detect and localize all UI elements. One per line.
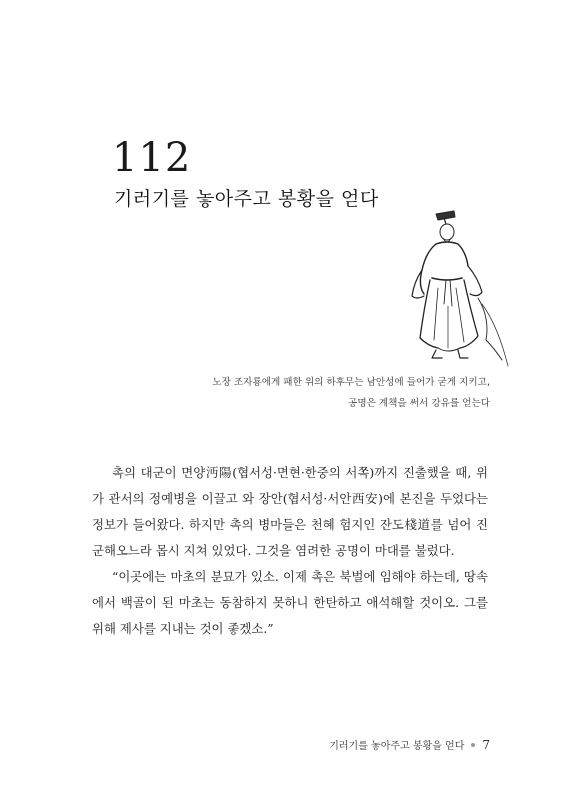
body-text — [92, 460, 488, 642]
chapter-title: 기러기를 놓아주고 봉황을 얻다 — [114, 188, 379, 210]
caption-line-2: 공명은 계책을 써서 강유를 얻는다 — [348, 398, 490, 409]
ink-figure-illustration — [398, 208, 510, 368]
paragraph-2: “이곳에는 마초의 분묘가 있소. 이제 촉은 북벌에 임해야 하는데, 땅속에서 백골이 된 마초는 동참하지 못하니 한탄하고 애석해할 것이오. 그를 위해 제사를 지내는 것이 좋겠소.” — [92, 569, 488, 636]
paragraph-1: 촉의 대군이 면양沔陽(협서성·면현·한중의 서쪽)까지 진출했을 때, 위가 관서의 정예병을 이끌고 와 장안(협서성·서안西安)에 본진을 두었다는 정보가 들어왔다. 하지만 촉의 병마들은 천혜 험지인 잔도棧道를 넘어 진군해오느라 몹시 지쳐 있었다. 그것을 염려한 공명이 마대를 불렀다. — [92, 465, 488, 558]
caption-line-1: 노장 조자룡에게 패한 위의 하후무는 남안성에 들어가 굳게 지키고, — [212, 377, 490, 388]
running-title: 기러기를 놓아주고 봉황을 얻다 — [329, 741, 465, 752]
figure-caption — [212, 372, 490, 414]
page-number: 7 — [482, 738, 490, 752]
chapter-number: 112 — [112, 135, 192, 181]
page-footer — [329, 737, 490, 752]
bullet-dot-icon — [471, 743, 475, 747]
